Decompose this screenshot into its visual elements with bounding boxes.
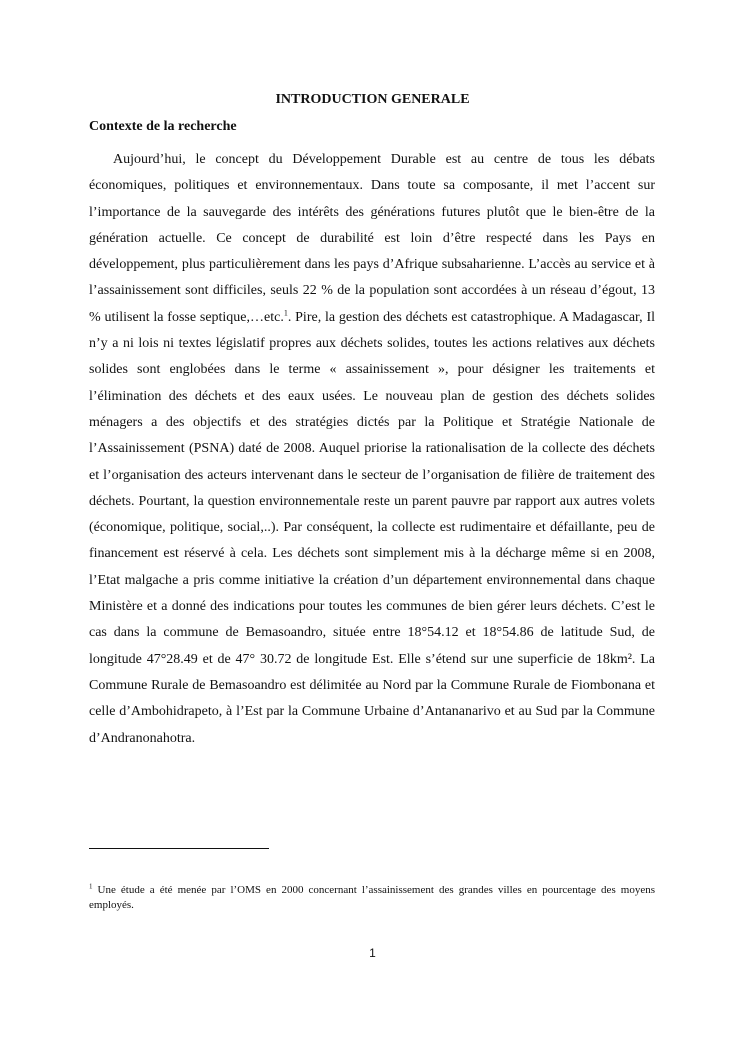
paragraph-text-part-1: Aujourd’hui, le concept du Développement Durable est au centre de tous les débats économiques, politiques et environnementaux. Dans toute sa composante, il met l’accent sur l’importance de la sauvegarde des intérêts des générations futures plutôt que le bien-être de la génération actuelle. Ce concept de durabilité est loin d’être respecté dans les Pays en développement, plus particulièrement dans les pays d’Afrique subsaharienne. L’accès au service et à l’assainissement sont difficiles, seuls 22 % de la population sont accordées à un réseau d’égout, 13 % utilisent la fosse septique,…etc. [89,152,655,325]
body-paragraph [89,147,655,752]
footnote-text: Une étude a été menée par l’OMS en 2000 concernant l’assainissement des grandes villes en pourcentage des moyens employés. [89,884,655,911]
footnote-separator [89,848,269,849]
section-heading: Contexte de la recherche [89,119,237,134]
footnote [89,883,655,913]
footnote-reference[interactable]: 1 [283,308,288,318]
paragraph-text-part-2: . Pire, la gestion des déchets est catastrophique. A Madagascar, Il n’y a ni lois ni textes législatif propres aux déchets solides, toutes les actions relatives aux déchets solides sont englobées dans le terme « assainissement », pour désigner les traitements et l’élimination des déchets et des eaux usées. Le nouveau plan de gestion des déchets solides ménagers a des objectifs et des stratégies dictés par la Politique et Stratégie Nationale de l’Assainissement (PSNA) daté de 2008. Auquel priorise la rationalisation de la collecte des déchets et l’organisation des acteurs intervenant dans le secteur de l’organisation de filière de traitement des déchets. Pourtant, la question environnementale reste un parent pauvre par rapport aux autres volets (économique, politique, social,..). Par conséquent, la collecte est rudimentaire et défaillante, peu de financement est réservé à cela. Les déchets sont simplement mis à la décharge même si en 2008, l’Etat malgache a pris comme initiative la création d’un département environnemental dans chaque Ministère et a donné des indications pour toutes les communes de bien gérer leurs déchets. C’est le cas dans la commune de Bemasoandro, située entre 18°54.12 et 18°54.86 de latitude Sud, de longitude 47°28.49 et de 47° 30.72 de longitude Est. Elle s’étend sur une superficie de 18km². La Commune Rurale de Bemasoandro est délimitée au Nord par la Commune Rurale de Fiombonana et celle d’Ambohidrapeto, à l’Est par la Commune Urbaine d’Antananarivo et au Sud par la Commune d’Andranonahotra. [89,309,655,746]
page-number: 1 [369,946,376,960]
page-title: INTRODUCTION GENERALE [275,92,470,107]
footnote-marker: 1 [89,882,93,891]
